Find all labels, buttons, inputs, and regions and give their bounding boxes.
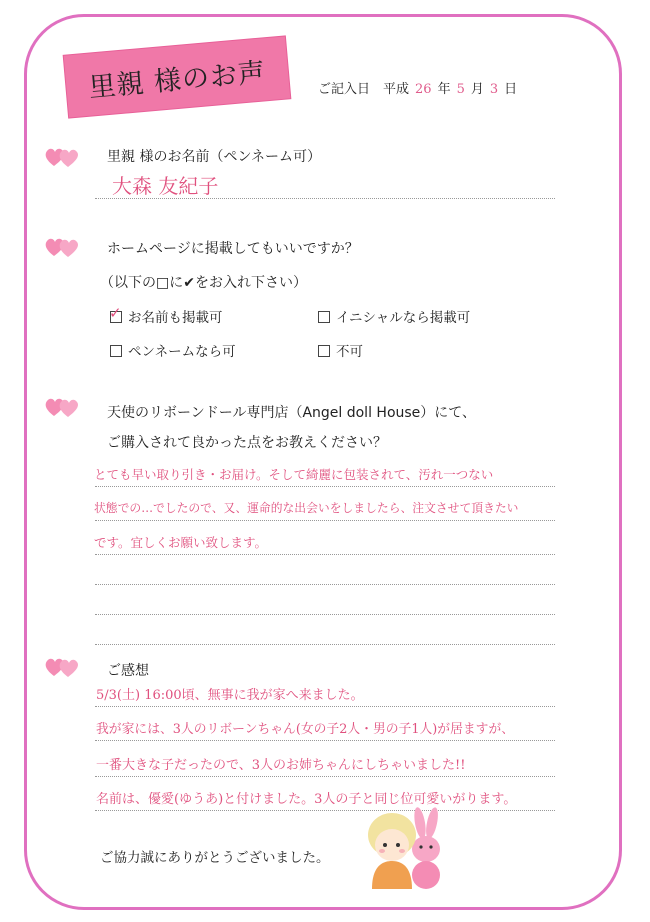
option-initial-ok[interactable] <box>318 306 470 326</box>
check-mark-icon: ✓ <box>109 304 122 322</box>
answer-line <box>95 584 555 585</box>
date-day: 3 <box>489 82 499 97</box>
date-month: 5 <box>456 82 465 97</box>
name-answer: 大森 友紀子 <box>112 174 219 198</box>
good-points-answer-line: とても早い取り引き・お届け。そして綺麗に包装されて、汚れ一つない <box>94 467 494 482</box>
answer-line <box>95 740 555 741</box>
checkbox[interactable] <box>318 311 330 323</box>
answer-line <box>95 810 555 811</box>
publish-instruction: （以下の□に✔をお入れ下さい） <box>100 275 307 291</box>
option-label: お名前も掲載可 <box>128 310 223 326</box>
entry-date <box>318 78 517 97</box>
answer-line <box>95 520 555 521</box>
answer-line <box>95 706 555 707</box>
name-question: 里親 様のお名前（ペンネーム可） <box>107 149 322 165</box>
date-year-unit: 年 <box>437 82 451 97</box>
heart-icon <box>44 146 80 168</box>
good-points-answer-line: です。宜しくお願い致します。 <box>94 535 268 550</box>
doll-rabbit-illustration <box>360 805 450 891</box>
impression-question: ご感想 <box>107 663 149 679</box>
answer-line <box>95 776 555 777</box>
impression-answer-line: 我が家には、3人のリボーンちゃん(女の子2人・男の子1人)が居ますが、 <box>96 722 515 737</box>
impression-answer-line: 5/3(土) 16:00頃、無事に我が家へ来ました。 <box>96 688 364 703</box>
date-prefix: ご記入日 平成 <box>318 82 410 97</box>
option-penname-ok[interactable] <box>110 340 236 360</box>
checkbox[interactable] <box>318 345 330 357</box>
option-name-ok[interactable] <box>110 306 223 326</box>
answer-line <box>95 554 555 555</box>
good-points-question-line2: ご購入されて良かった点をお教えください？ <box>107 435 387 451</box>
closing-message: ご協力誠にありがとうございました。 <box>100 850 330 866</box>
option-label: イニシャルなら掲載可 <box>336 310 471 326</box>
option-label: ペンネームなら可 <box>128 344 236 360</box>
option-label: 不可 <box>336 344 363 360</box>
page-title: 里親 様のお声 <box>87 56 268 104</box>
heart-icon <box>44 656 80 678</box>
heart-icon <box>44 236 80 258</box>
checkbox[interactable] <box>109 304 122 323</box>
answer-line <box>95 198 555 199</box>
answer-line <box>95 486 555 487</box>
impression-answer-line: 名前は、優愛(ゆうあ)と付けました。3人の子と同じ位可愛いがります。 <box>96 792 517 807</box>
date-month-unit: 月 <box>470 82 484 97</box>
answer-line <box>95 614 555 615</box>
answer-line <box>95 644 555 645</box>
good-points-answer-line: 状態での…でしたので、又、運命的な出会いをしましたら、注文させて頂きたい <box>94 501 519 515</box>
option-not-ok[interactable] <box>318 340 363 360</box>
heart-icon <box>44 396 80 418</box>
checkbox[interactable] <box>110 345 122 357</box>
good-points-question-line1: 天使のリボーンドール専門店（Angel doll House）にて、 <box>107 405 477 421</box>
impression-answer-line: 一番大きな子だったので、3人のお姉ちゃんにしちゃいました!! <box>96 758 466 773</box>
date-day-unit: 日 <box>504 82 518 97</box>
date-year: 26 <box>415 82 432 97</box>
publish-question: ホームページに掲載してもいいですか？ <box>107 241 359 257</box>
